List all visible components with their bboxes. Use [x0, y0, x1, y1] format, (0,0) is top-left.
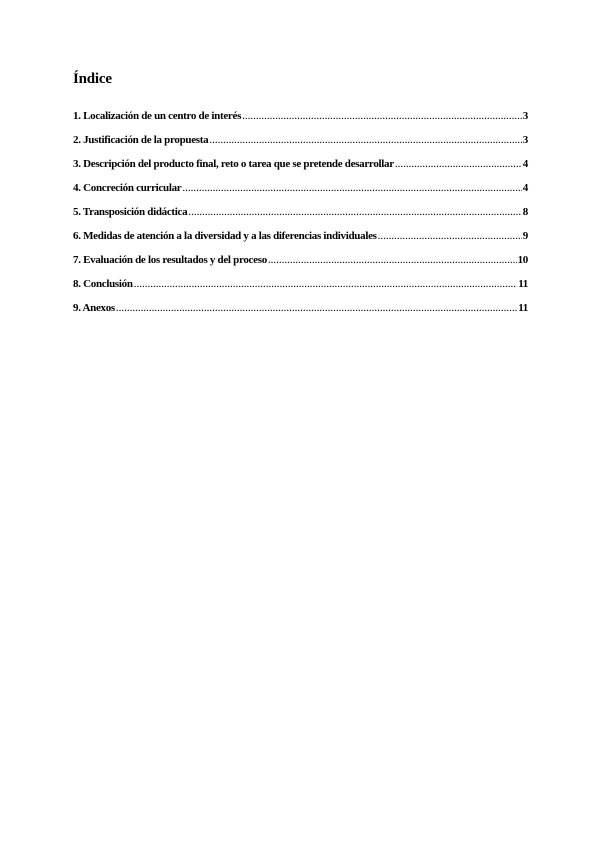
dot-leader [242, 110, 522, 122]
table-of-contents [73, 110, 528, 326]
toc-entry-3 [73, 158, 528, 182]
toc-entry-9 [73, 302, 528, 326]
toc-entry-8 [73, 278, 528, 302]
toc-entry-label: 6. Medidas de atención a la diversidad y a las diferencias individuales [73, 230, 377, 242]
page-title: Índice [73, 71, 112, 87]
toc-entry-1 [73, 110, 528, 134]
toc-entry-page: 9 [522, 230, 528, 242]
toc-entry-7 [73, 254, 528, 278]
toc-entry-page: 10 [517, 254, 528, 266]
dot-leader [209, 134, 521, 146]
dot-leader [395, 158, 522, 170]
toc-entry-page: 4 [522, 182, 528, 194]
dot-leader [116, 302, 517, 314]
toc-entry-label: 5. Transposición didáctica [73, 206, 188, 218]
dot-leader [134, 278, 518, 290]
toc-entry-page: 4 [522, 158, 528, 170]
toc-entry-label: 1. Localización de un centro de interés [73, 110, 242, 122]
toc-entry-2 [73, 134, 528, 158]
toc-entry-page: 11 [518, 278, 528, 290]
dot-leader [188, 206, 521, 218]
toc-entry-4 [73, 182, 528, 206]
toc-entry-label: 7. Evaluación de los resultados y del proceso [73, 254, 267, 266]
toc-entry-label: 4. Concreción curricular [73, 182, 182, 194]
dot-leader [268, 254, 517, 266]
dot-leader [378, 230, 522, 242]
toc-entry-label: 3. Descripción del producto final, reto o tarea que se pretende desarrollar [73, 158, 394, 170]
dot-leader [182, 182, 521, 194]
toc-entry-page: 3 [522, 110, 528, 122]
toc-entry-6 [73, 230, 528, 254]
toc-entry-page: 11 [518, 302, 528, 314]
toc-entry-label: 2. Justificación de la propuesta [73, 134, 209, 146]
toc-entry-5 [73, 206, 528, 230]
toc-entry-label: 9. Anexos [73, 302, 115, 314]
toc-entry-label: 8. Conclusión [73, 278, 133, 290]
toc-entry-page: 3 [522, 134, 528, 146]
toc-entry-page: 8 [522, 206, 528, 218]
